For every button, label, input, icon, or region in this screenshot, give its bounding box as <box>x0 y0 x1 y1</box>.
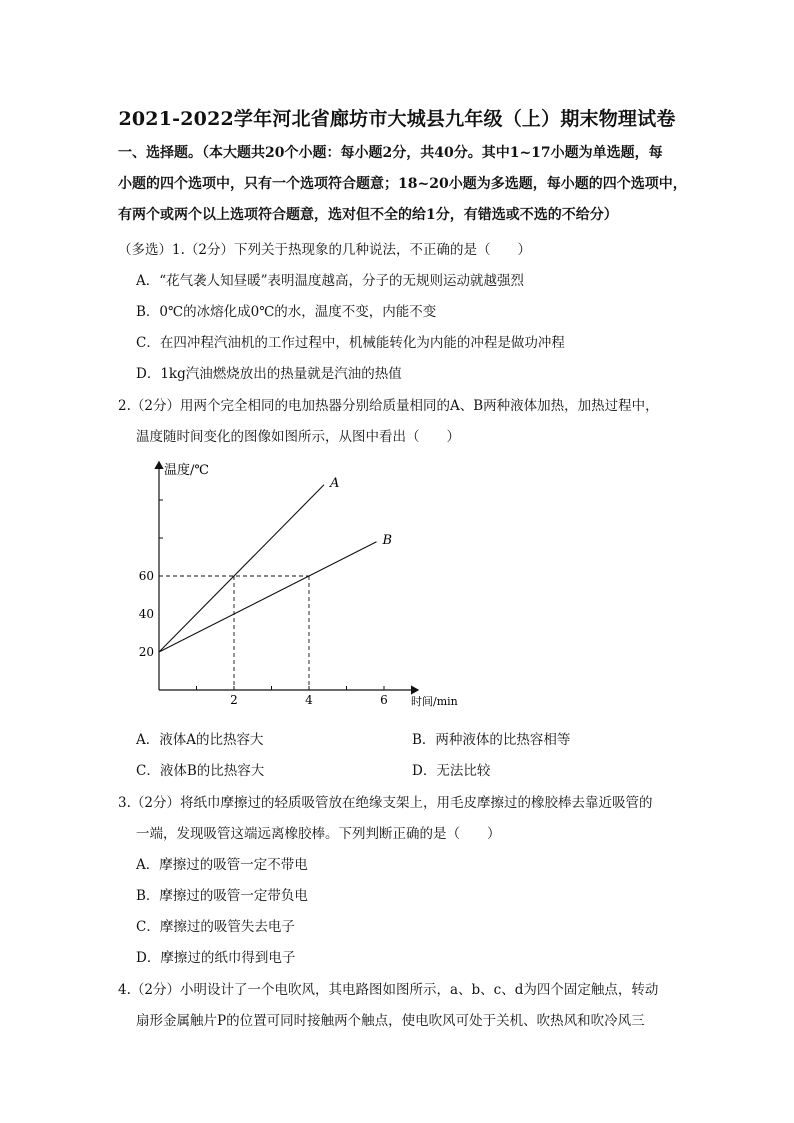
question-1-option-c: C．在四冲程汽油机的工作过程中，机械能转化为内能的冲程是做功冲程 <box>136 335 565 351</box>
question-3-option-b: B．摩擦过的吸管一定带负电 <box>136 888 308 904</box>
page-title: 2021-2022学年河北省廊坊市大城县九年级（上）期末物理试卷 <box>118 108 676 130</box>
question-1-option-a: A．“花气袭人知昼暖”表明温度越高，分子的无规则运动就越强烈 <box>136 273 525 289</box>
question-2-stem-line1: 2.（2分）用两个完全相同的电加热器分别给质量相同的A、B两种液体加热，加热过程中， <box>118 398 659 414</box>
question-3-option-a: A．摩擦过的吸管一定不带电 <box>136 857 308 873</box>
x-tick-label: 2 <box>230 693 238 707</box>
question-4-stem-line2: 扇形金属触片P的位置可同时接触两个触点，使电吹风可处于关机、吹热风和吹冷风三 <box>136 1013 645 1029</box>
y-tick-label: 60 <box>138 569 154 583</box>
question-3-stem-line1: 3.（2分）将纸巾摩擦过的轻质吸管放在绝缘支架上，用毛皮摩擦过的橡胶棒去靠近吸管的 <box>118 795 653 811</box>
question-2-option-c: C．液体B的比热容大 <box>136 763 265 779</box>
series-label-A: A <box>330 475 340 491</box>
question-1-stem: （多选）1.（2分）下列关于热现象的几种说法，不正确的是（ ） <box>118 242 531 258</box>
x-tick-label: 6 <box>380 693 388 707</box>
series-line-B <box>159 542 377 652</box>
y-axis-label: 温度/℃ <box>164 463 209 478</box>
question-3-option-d: D．摩擦过的纸巾得到电子 <box>136 950 296 966</box>
question-4-stem-line1: 4.（2分）小明设计了一个电吹风，其电路图如图所示，a、b、c、d为四个固定触点，转动 <box>118 982 659 998</box>
question-1-option-d: D．1kg汽油燃烧放出的热量就是汽油的热值 <box>136 366 402 382</box>
series-line-A <box>159 485 324 652</box>
question-2-stem-line2: 温度随时间变化的图像如图所示，从图中看出（ ） <box>136 429 460 445</box>
section-header-line: 有两个或两个以上选项符合题意，选对但不全的给1分，有错选或不选的不给分） <box>118 207 618 223</box>
y-tick-label: 20 <box>138 645 154 659</box>
question-3-stem-line2: 一端，发现吸管这端远离橡胶棒。下列判断正确的是（ ） <box>136 826 501 842</box>
section-header-line: 小题的四个选项中，只有一个选项符合题意；18~20小题为多选题，每小题的四个选项中， <box>118 176 687 192</box>
x-tick-label: 4 <box>305 693 313 707</box>
x-axis-label: 时间/min <box>411 695 458 708</box>
question-1-option-b: B．0℃的冰熔化成0℃的水，温度不变，内能不变 <box>136 304 437 320</box>
section-header-line: 一、选择题。（本大题共20个小题：每小题2分，共40分。其中1~17小题为单选题，每 <box>118 145 663 161</box>
question-3-option-c: C．摩擦过的吸管失去电子 <box>136 919 295 935</box>
question-2-option-a: A．液体A的比热容大 <box>136 732 264 748</box>
series-label-B: B <box>382 532 393 548</box>
question-2-option-d: D．无法比较 <box>412 763 491 779</box>
y-tick-label: 40 <box>138 607 154 621</box>
question-2-option-b: B．两种液体的比热容相等 <box>412 732 571 748</box>
